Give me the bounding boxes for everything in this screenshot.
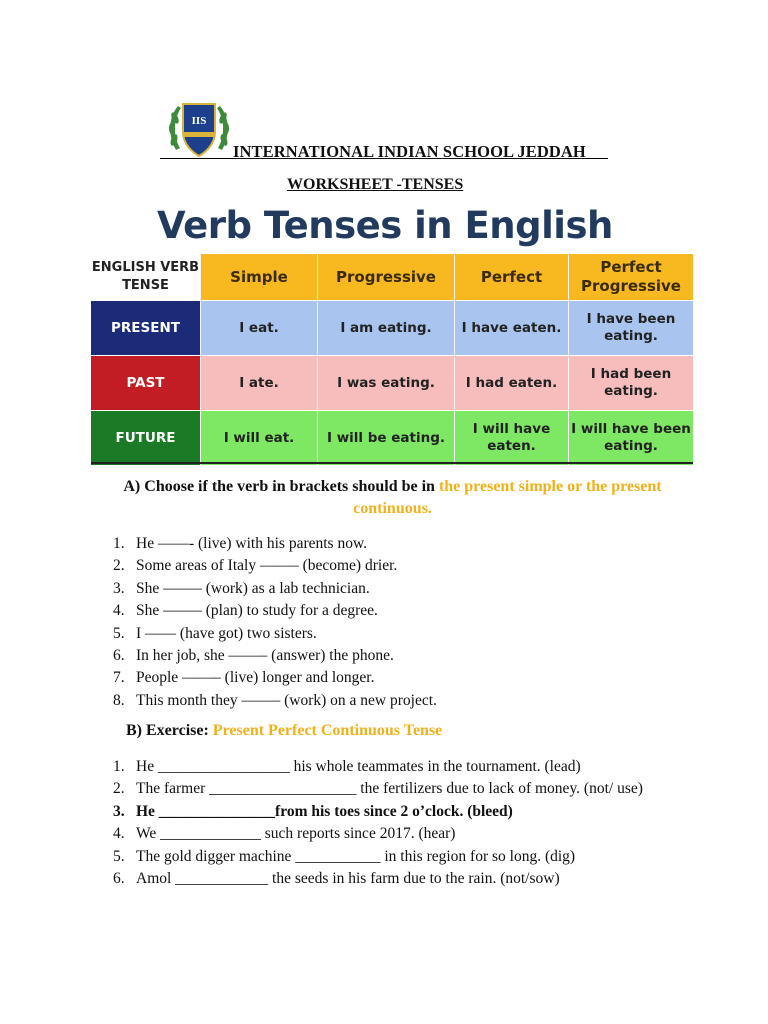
section-a-suffix: .: [427, 500, 432, 517]
item-number: 7.: [113, 669, 125, 687]
item-number: 5.: [113, 847, 125, 865]
item-number: 4.: [113, 825, 125, 843]
list-item: [113, 690, 683, 712]
section-a-list: [113, 533, 683, 712]
item-number: 1.: [113, 535, 125, 552]
item-text: She ——– (work) as a lab technician.: [136, 579, 370, 597]
table-row: [91, 301, 693, 356]
list-item: [113, 555, 683, 577]
list-item: [113, 756, 683, 778]
row-label: PAST: [91, 356, 201, 410]
item-text: In her job, she ——– (answer) the phone.: [136, 647, 394, 665]
item-number: 2.: [113, 780, 125, 798]
item-number: 6.: [113, 870, 125, 888]
table-cell: I ate.: [201, 356, 318, 410]
list-item: [113, 801, 683, 823]
list-item: [113, 667, 683, 689]
table-cell: I am eating.: [318, 301, 455, 355]
list-item: [113, 600, 683, 622]
table-cell: I will be eating.: [318, 411, 455, 465]
column-header: Perfect: [455, 254, 569, 300]
list-item: [113, 846, 683, 868]
column-header: Progressive: [318, 254, 455, 300]
table-cell: I had been eating.: [569, 356, 693, 410]
table-cell: I have eaten.: [455, 301, 569, 355]
item-number: 3.: [113, 802, 125, 820]
item-number: 1.: [113, 758, 125, 775]
item-text: Amol ____________ the seeds in his farm due to the rain. (not/sow): [136, 870, 560, 888]
table-cell: I have been eating.: [569, 301, 693, 355]
table-divider: [91, 462, 693, 464]
item-text: He _______________from his toes since 2 o’clock. (bleed): [136, 802, 513, 820]
item-number: 8.: [113, 691, 125, 709]
school-logo: [166, 96, 232, 160]
table-cell: I will eat.: [201, 411, 318, 465]
table-row: [91, 411, 693, 466]
table-cell: I will have eaten.: [455, 411, 569, 465]
row-label: FUTURE: [91, 411, 201, 465]
section-a-heading: [100, 476, 685, 520]
item-text: I —— (have got) two sisters.: [136, 624, 317, 642]
item-number: 2.: [113, 557, 125, 575]
logo-text: IIS: [191, 115, 207, 127]
school-name: INTERNATIONAL INDIAN SCHOOL JEDDAH: [233, 142, 586, 161]
list-item: [113, 645, 683, 667]
item-text: He _________________ his whole teammates in the tournament. (lead): [136, 758, 581, 775]
corner-label: ENGLISH VERB TENSE: [91, 254, 201, 300]
section-b-prefix: B) Exercise:: [126, 722, 213, 739]
list-item: [113, 823, 683, 845]
section-a-highlight: the present simple or the present continuous: [353, 478, 662, 517]
chart-title: Verb Tenses in English: [157, 204, 613, 247]
list-item: [113, 778, 683, 800]
item-text: She ——– (plan) to study for a degree.: [136, 602, 378, 620]
item-text: The farmer ___________________ the fertilizers due to lack of money. (not/ use): [136, 780, 643, 798]
item-text: This month they ——– (work) on a new project.: [136, 691, 437, 709]
worksheet-title: WORKSHEET -TENSES: [287, 176, 464, 193]
list-item: [113, 578, 683, 600]
list-item: [113, 623, 683, 645]
table-cell: I had eaten.: [455, 356, 569, 410]
item-number: 4.: [113, 602, 125, 620]
section-b-heading: [126, 722, 442, 740]
item-number: 6.: [113, 647, 125, 665]
item-text: People ——– (live) longer and longer.: [136, 669, 375, 687]
item-text: Some areas of Italy ——– (become) drier.: [136, 557, 398, 575]
item-text: We _____________ such reports since 2017. (hear): [136, 825, 456, 843]
item-text: The gold digger machine ___________ in this region for so long. (dig): [136, 847, 576, 865]
list-item: [113, 868, 683, 890]
table-row: [91, 356, 693, 411]
table-cell: I was eating.: [318, 356, 455, 410]
row-label: PRESENT: [91, 301, 201, 355]
section-a-prefix: A) Choose if the verb in brackets should be in: [123, 478, 439, 495]
item-number: 3.: [113, 579, 125, 597]
section-b-highlight: Present Perfect Continuous Tense: [212, 722, 443, 739]
table-header-row: [91, 254, 693, 301]
section-b-list: [113, 756, 683, 890]
list-item: [113, 533, 683, 555]
item-number: 5.: [113, 624, 125, 642]
table-cell: I eat.: [201, 301, 318, 355]
item-text: He ——- (live) with his parents now.: [136, 535, 368, 552]
verb-tenses-table: [91, 254, 693, 466]
column-header: Perfect Progressive: [569, 254, 693, 300]
table-cell: I will have been eating.: [569, 411, 693, 465]
column-header: Simple: [201, 254, 318, 300]
